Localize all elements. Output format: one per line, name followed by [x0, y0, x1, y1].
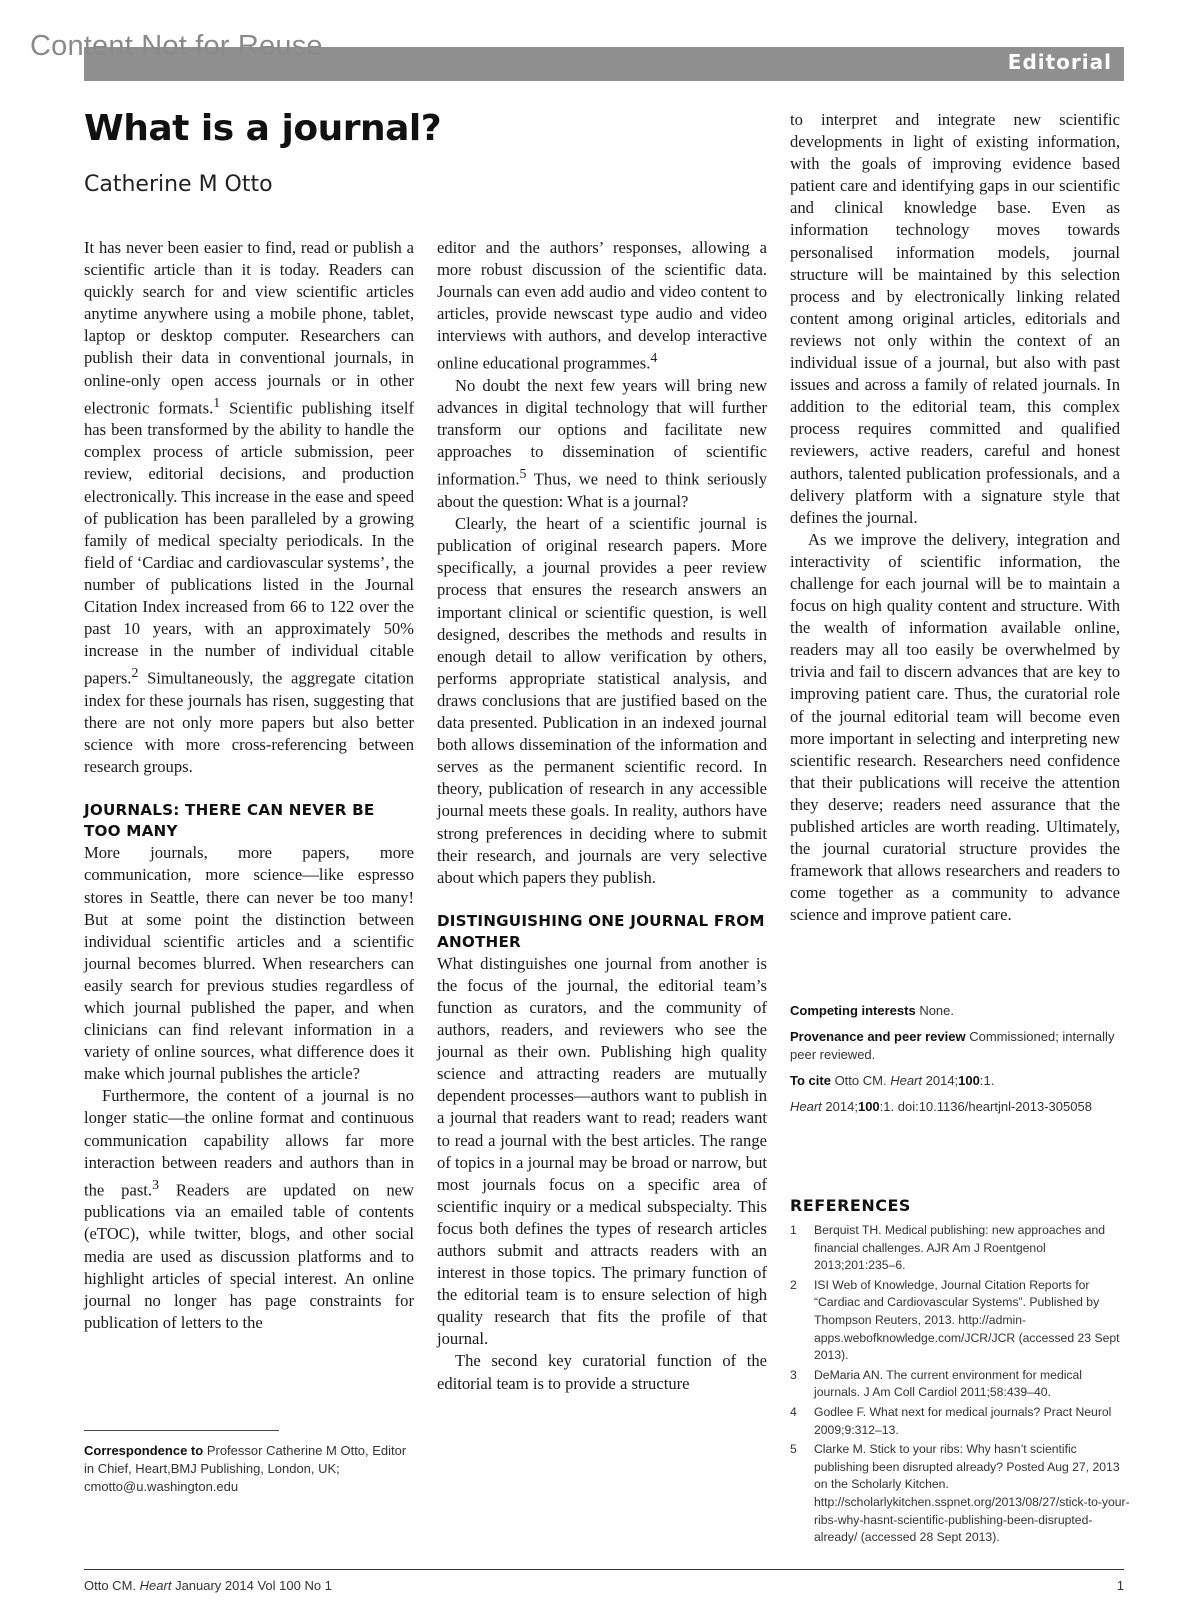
paragraph: What distinguishes one journal from another is the focus of the journal, the editorial team’s function as curators, and the community of authors, readers, and reviewers who see the journal as their own. Publishing high quality science and attracting readers are mutually dependent processes—authors want to publish in a journal that readers want to read; readers want to read a journal with the best articles. The range of topics in a journal may be broad or narrow, but most journals focus on a specific area of scientific inquiry or a medical subspecialty. This focus both defines the types of research articles authors submit and attracts readers with an interest in those topics. The primary function of the editorial team is to ensure selection of high quality research that fits the profile of that journal.	[437, 953, 767, 1349]
article-title: What is a journal?	[84, 108, 442, 149]
paragraph: Clearly, the heart of a scientific journal is publication of original research papers. More specifically, a journal provides a peer review process that ensures the research answers an important clinical or scientific question, is well designed, describes the methods and results in enough detail to allow verification by others, performs appropriate statistical analysis, and draws conclusions that are justified based on the data presented. Publication in an indexed journal both allows dissemination of the information and serves as the permanent scientific record. In theory, publication of research in any accessible journal meets these goals. In reality, authors have strong preferences in deciding where to submit their research, and journals are very selective about which papers they publish.	[437, 514, 767, 887]
reference-number: 3	[790, 1367, 797, 1382]
article-author: Catherine M Otto	[84, 172, 273, 197]
reference-text: Berquist TH. Medical publishing: new approaches and financial challenges. AJR Am J Roentgenol 2013;201:235–6.	[814, 1223, 1106, 1273]
to-cite: To cite Otto CM. Heart 2014;100:1.	[790, 1073, 995, 1088]
section-heading: DISTINGUISHING ONE JOURNAL FROM ANOTHER	[437, 911, 765, 951]
reference-text: Godlee F. What next for medical journals? Pract Neurol 2009;9:312–13.	[814, 1404, 1112, 1437]
reference-text: ISI Web of Knowledge, Journal Citation Reports for “Cardiac and Cardiovascular Systems”. Published by Thompson Reuters, 2013. http://admin-apps.webofknowledge.com/JCR/JCR (accessed 23 Sept 2013).	[814, 1277, 1120, 1363]
citation-ref[interactable]: 2	[131, 665, 139, 681]
paragraph: It has never been easier to find, read or publish a scientific article than it is today. Readers can quickly search for and view scientific articles anytime anywhere using a mobile phone, tablet, laptop or desktop computer. Researchers can publish their data in conventional journals, in online-only open access journals or in other electronic formats.$^1$ Scientific publishing itself has been transformed by the ability to handle the complex process of article submission, peer review, editorial decisions, and production electronically. This increase in the ease and speed of publication has been paralleled by a growing family of medical specialty periodicals. In the field of ‘Cardiac and cardiovascular systems’, the number of publications listed in the Journal Citation Index increased from 66 to 122 over the past 10 years, with an approximately 50% increase in the number of individual citable papers.$^2$ Simultaneously, the aggregate citation index for these journals has risen, suggesting that there are not only more papers but also better science with more cross-referencing between research groups.	[84, 238, 414, 777]
watermark: Content Not for Reuse	[30, 30, 323, 62]
reference-item[interactable]	[790, 1222, 1130, 1275]
paragraph: No doubt the next few years will bring new advances in digital technology that will further transform our options and facilitate new approaches to dissemination of scientific information.$^5$ Thus, we need to think seriously about the question: What is a journal?	[437, 376, 767, 512]
citation-ref[interactable]: 1	[213, 394, 221, 410]
paragraph: editor and the authors’ responses, allowing a more robust discussion of the scientific data. Journals can even add audio and video content to articles, provide newscast type audio and video interviews with authors, and develop interactive online educational programmes.$^4$	[437, 238, 767, 373]
reference-text: Clarke M. Stick to your ribs: Why hasn’t scientific publishing been disrupted already? Posted Aug 27, 2013 on the Scholarly Kitchen. http://scholarlykitchen.sspnet.org/2013/08/27/stick-to-your-ribs-why-hasnt-scientific-publishing-been-disrupted-already/ (accessed 28 Sept 2013).	[814, 1442, 1130, 1545]
page-number: 1	[1116, 1578, 1124, 1593]
paragraph: The second key curatorial function of the editorial team is to provide a structure	[437, 1351, 767, 1393]
column-2	[437, 237, 767, 1395]
column-3	[790, 109, 1120, 926]
reference-number: 5	[790, 1442, 797, 1457]
references-list	[790, 1222, 1130, 1549]
citation-ref[interactable]: 4	[650, 350, 658, 366]
competing-interests: Competing interests None.	[790, 1003, 955, 1018]
reference-item[interactable]	[790, 1404, 1130, 1439]
paragraph: to interpret and integrate new scientific developments in light of existing information, with the goals of improving evidence based patient care and identifying gaps in our scientific and clinical knowledge base. Even as information technology moves towards personalised information models, journal structure will be maintained by this selection process and by electronically linking related content among original articles, editorials and reviews not only within the context of an individual issue of a journal, but also with past issues and across a family of related journals. In addition to the editorial team, this complex process requires committed and qualified reviewers, active readers, careful and honest authors, talented publication professionals, and a delivery platform with a signature style that defines the journal.	[790, 110, 1120, 527]
divider	[84, 1430, 279, 1431]
reference-item[interactable]	[790, 1441, 1130, 1547]
section-label: Editorial	[1007, 50, 1112, 74]
references-heading: REFERENCES	[790, 1196, 911, 1215]
column-1	[84, 237, 414, 1334]
provenance: Provenance and peer review Commissioned; internally peer reviewed.	[790, 1029, 1115, 1062]
footer-citation: Otto CM. Heart January 2014 Vol 100 No 1	[84, 1578, 332, 1593]
reference-number: 1	[790, 1223, 797, 1237]
paragraph: As we improve the delivery, integration and interactivity of scientific information, the challenge for each journal will be to maintain a focus on high quality content and structure. With the wealth of information available online, readers may all too easily be overwhelmed by trivia and fail to discern advances that are key to improving patient care. Thus, the curatorial role of the journal editorial team will become even more important in selecting and interpreting new scientific research. Researchers need confidence that their publications will receive the attention they deserve; readers need assurance that the published articles are worth reading. Ultimately, the journal curatorial structure provides the framework that allows researchers and readers to come together as a community to advance science and improve patient care.	[790, 529, 1120, 925]
citation-ref[interactable]: 5	[519, 466, 527, 482]
article-metadata	[790, 1002, 1130, 1124]
paragraph: More journals, more papers, more communication, more science—like espresso stores in Seattle, there can never be too many! But at some point the distinction between individual scientific articles and a scientific journal becomes blurred. When researchers can easily search for previous studies regardless of which journal published the paper, and when clinicians can find relevant information in a variety of online sources, what difference does it make which journal publishes the article?	[84, 843, 414, 1084]
doi-line[interactable]: Heart 2014;100:1. doi:10.1136/heartjnl-2013-305058	[790, 1099, 1092, 1114]
citation-ref[interactable]: 3	[152, 1176, 159, 1192]
reference-item[interactable]	[790, 1277, 1130, 1365]
correspondence: Correspondence to Professor Catherine M Otto, Editor in Chief, Heart,BMJ Publishing, London, UK; cmotto@u.washington.edu	[84, 1443, 407, 1494]
reference-number: 4	[790, 1404, 797, 1419]
reference-text: DeMaria AN. The current environment for medical journals. J Am Coll Cardiol 2011;58:439–40.	[814, 1367, 1083, 1400]
footer-divider	[84, 1569, 1124, 1570]
paragraph: Furthermore, the content of a journal is no longer static—the online format and continuous communication capability allows far more interaction between readers and authors than in the past.$^3$ Readers are updated on new publications via an emailed table of contents (eTOC), while twitter, blogs, and other social media are used as discussion platforms and to highlight articles of special interest. An online journal no longer has page constraints for publication of letters to the	[84, 1086, 414, 1332]
section-heading: JOURNALS: THERE CAN NEVER BE TOO MANY	[84, 801, 375, 841]
reference-number: 2	[790, 1277, 797, 1292]
reference-item[interactable]	[790, 1367, 1130, 1402]
